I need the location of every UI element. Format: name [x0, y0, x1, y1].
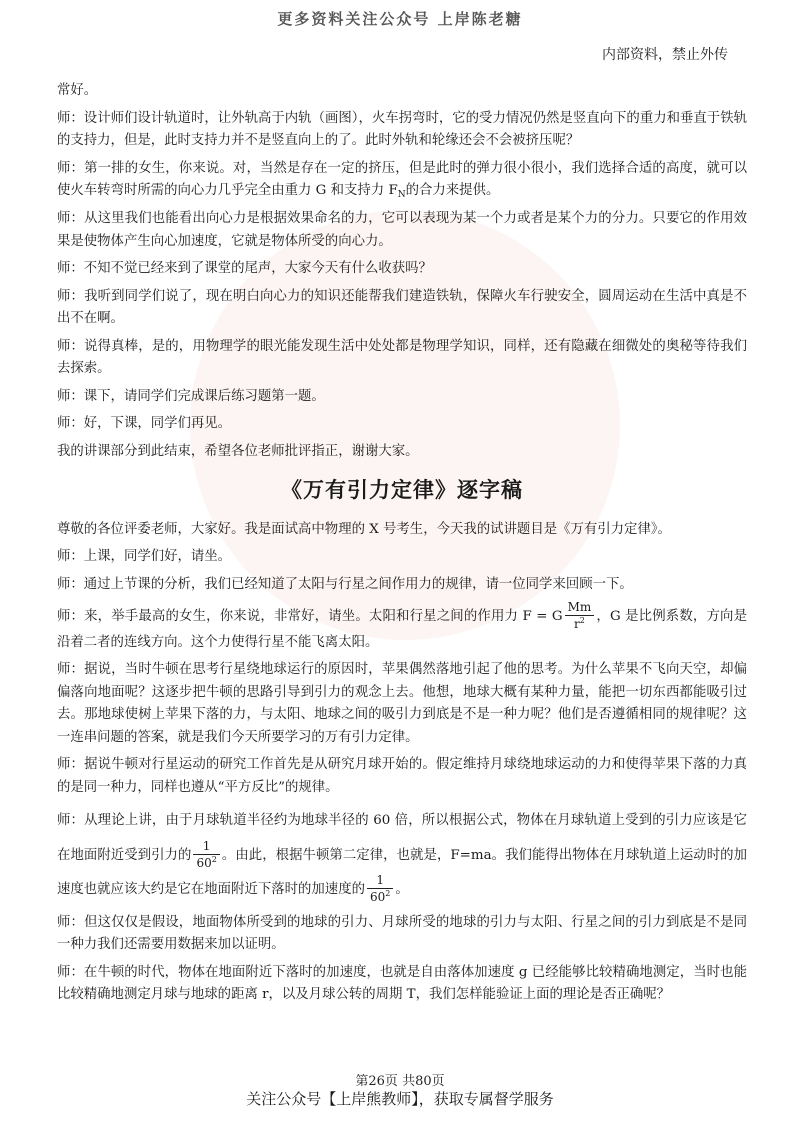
paragraph-text: 。由此，根据牛顿第二定律，也就是，F=ma。我们能得出物体在月球轨道上运动时的加速度也就应该大约是它在地面附近下落时的加速度的	[57, 847, 747, 897]
paragraph: 师：通过上节课的分析，我们已经知道了太阳与行星之间作用力的规律，请一位同学来回顾一下。	[57, 576, 633, 592]
paragraph	[57, 158, 747, 204]
fraction-mm-over-r2: $\frac{Mm}{r^2}$	[565, 601, 595, 632]
paragraph: 师：我听到同学们说了，现在明白向心力的知识还能帮我们建造铁轨，保障火车行驶安全，圆周运动在生活中真是不出不在啊。	[57, 288, 747, 327]
paragraph: 师：在牛顿的时代，物体在地面附近下落时的加速度，也就是自由落体加速度 g 已经能够比较精确地测定，当时也能比较精确地测定月球与地球的距离 r，以及月球公转的周期 T，我们怎样能验证上面的理论是否正确呢？	[57, 964, 747, 1003]
paragraph: 我的讲课部分到此结束，希望各位老师批评指正，谢谢大家。	[57, 443, 419, 459]
paragraph-text: 的合力来提供。	[405, 183, 500, 199]
paragraph-text: 师：第一排的女生，你来说。对，当然是存在一定的挤压，但是此时的弹力很小很小，我们选择合适的高度，就可以使火车转弯时所需的向心力几乎完全由重力 G 和支持力	[57, 160, 747, 199]
paragraph-text: 。	[395, 881, 409, 897]
fraction-one-over-sixty-squared: $\frac{1}{60^2}$	[193, 840, 219, 871]
paragraph: 师：不知不觉已经来到了课堂的尾声，大家今天有什么收获吗？	[57, 261, 432, 277]
paragraph: 师：据说，当时牛顿在思考行星绕地球运行的原因时，苹果偶然落地引起了他的思考。为什么苹果不飞向天空，却偏偏落向地面呢？这逐步把牛顿的思路引导到引力的观念上去。他想，地球大概有某种力量，能把一切东西都能吸引过去。那地球使树上苹果下落的力，与太阳、地球之间的吸引力到底是不是一种力呢？他们是否遵循相同的规律呢？这一连串问题的答案，就是我们今天所要学习的万有引力定律。	[57, 662, 747, 745]
footer-note: 关注公众号【上岸熊教师】，获取专属督学服务	[246, 1090, 554, 1108]
formula-fn: $F_N$	[388, 183, 406, 201]
document-body	[57, 80, 747, 1012]
confidential-notice: 内部资料，禁止外传	[602, 47, 728, 63]
paragraph-text: ，G 是比例系数，方向是沿着二者的连线方向。这个力使得行星不能飞离太阳。	[57, 608, 748, 650]
page-number: 第26页 共80页	[355, 1074, 445, 1089]
paragraph: 师：从这里我们也能看出向心力是根据效果命名的力，它可以表现为某一个力或者是某个力的分力。只要它的作用效果是使物体产生向心加速度，它就是物体所受的向心力。	[57, 211, 747, 249]
paragraph: 师：但这仅仅是假设，地面物体所受到的地球的引力、月球所受的地球的引力与太阳、行星之间的引力到底是不是同一种力我们还需要用数据来加以证明。	[57, 914, 747, 953]
fraction-one-over-sixty-squared: $\frac{1}{60^2}$	[367, 874, 393, 905]
paragraph: 常好。	[57, 83, 98, 98]
paragraph	[57, 601, 747, 654]
paragraph: 师：据说牛顿对行星运动的研究工作首先是从研究月球开始的。假定维持月球绕地球运动的力和使得苹果下落的力真的是同一种力，同样也遵从“平方反比”的规律。	[57, 757, 747, 795]
paragraph: 师：设计师们设计轨道时，让外轨高于内轨（画图），火车拐弯时，它的受力情况仍然是竖直向下的重力和垂直于铁轨的支持力，但是，此时支持力并不是竖直向上的了。此时外轨和轮缘还会不会被挤压呢？	[57, 110, 747, 149]
paragraph: 师：说得真棒，是的，用物理学的眼光能发现生活中处处都是物理学知识，同样，还有隐藏在细微处的奥秘等待我们去探索。	[57, 338, 747, 377]
paragraph-text: 师：从理论上讲，由于月球轨道半径约为地球半径的 60 倍，所以根据公式，物体在月球轨道上受到的引力应该是它在地面附近受到引力的	[57, 813, 747, 863]
document-title: 《万有引力定律》逐字稿	[281, 478, 523, 503]
paragraph: 师：好，下课，同学们再见。	[57, 416, 232, 432]
paragraph: 师：课下，请同学们完成课后练习题第一题。	[57, 388, 325, 404]
paragraph: 师：上课，同学们好，请坐。	[57, 549, 232, 565]
paragraph	[57, 804, 747, 907]
top-banner: 更多资料关注公众号 上岸陈老糖	[277, 10, 523, 28]
paragraph-text: 师：来，举手最高的女生，你来说，非常好，请坐。太阳和行星之间的作用力 F = G	[57, 608, 563, 624]
paragraph: 尊敬的各位评委老师，大家好。我是面试高中物理的 X 号考生，今天我的试讲题目是《万有引力定律》。	[57, 521, 671, 537]
